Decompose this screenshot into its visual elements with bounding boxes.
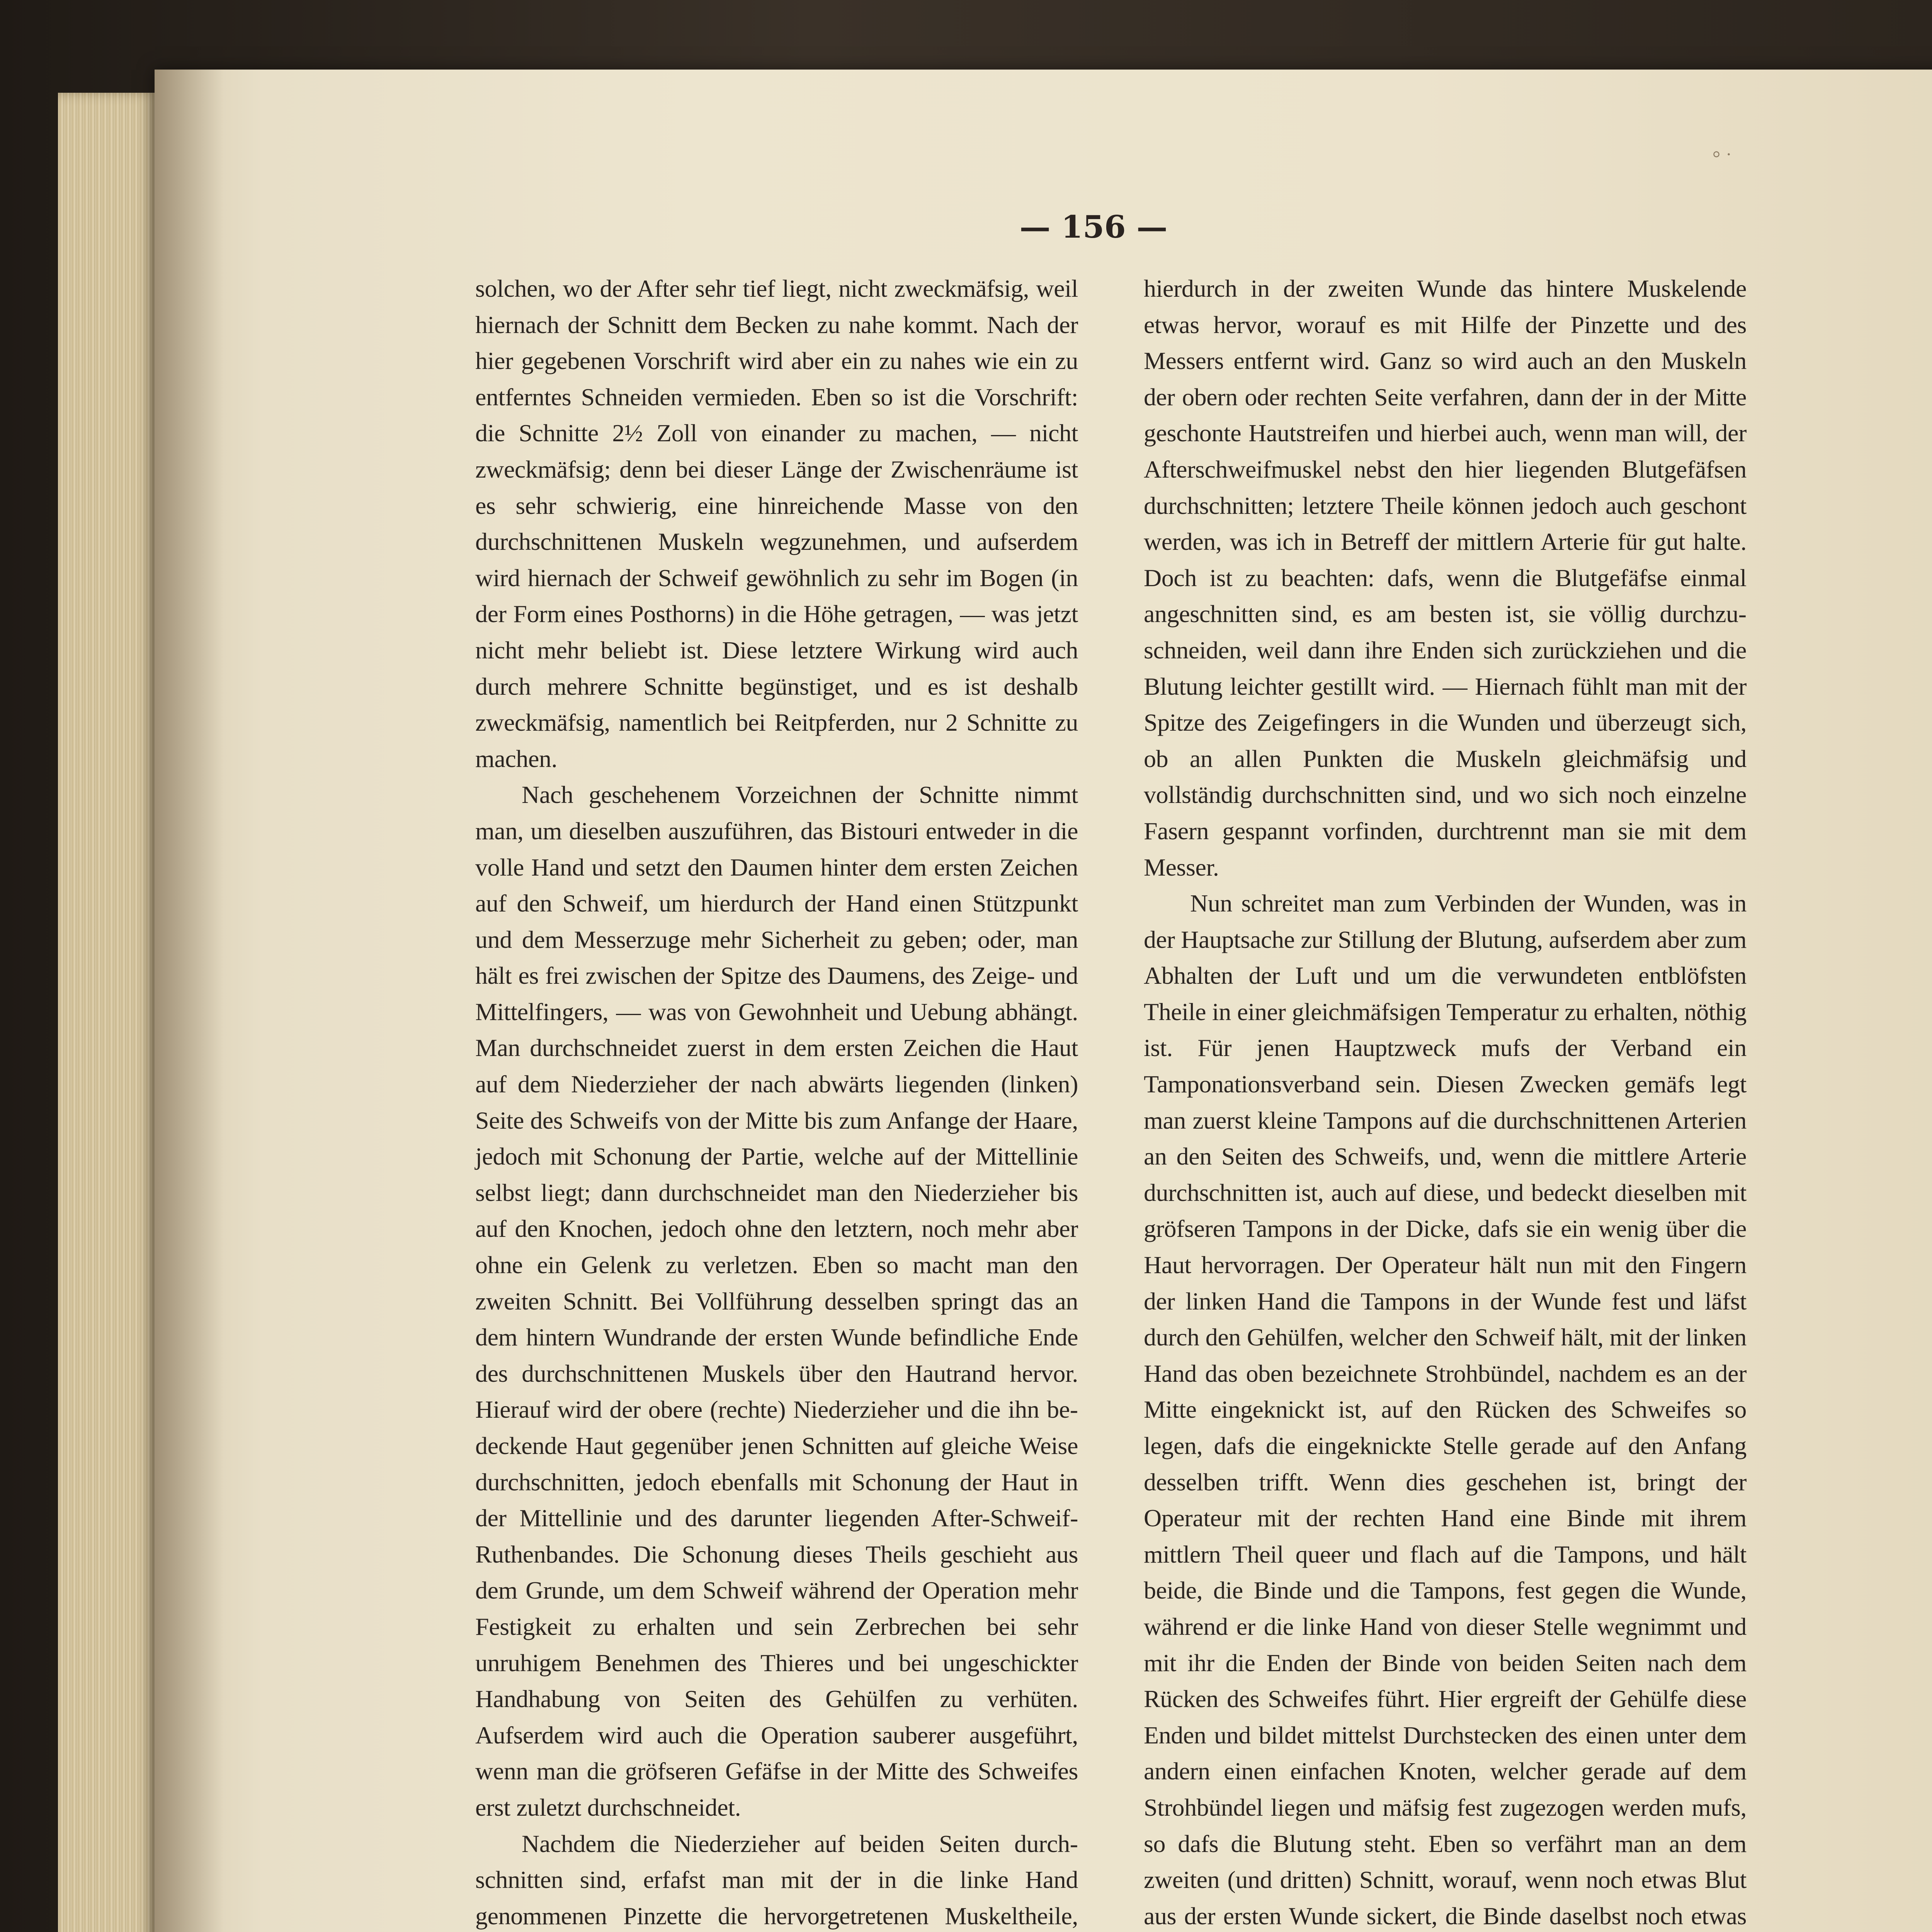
right-column xyxy=(1144,270,1747,1932)
corner-mark: ⸰ · xyxy=(1712,145,1731,164)
page-edges-left xyxy=(58,93,158,1932)
page-number: — 156 — xyxy=(1019,209,1168,245)
paragraph: hierdurch in der zweiten Wunde das hintere Muskelende etwas hervor, worauf es mit Hilfe der Pinzette und des Messers entfernt wird. Ganz so wird auch an den Muskeln der obern oder rechten Seite verfahren, dann der in der Mitte geschonte Hautstreifen und hierbei auch, wenn man will, der Afterschweifmuskel nebst den hier liegenden Blutgefäfsen durchschnitten; letztere Theile können jedoch auch geschont werden, was ich in Betreff der mittlern Arterie für gut halte. Doch ist zu beachten: dafs, wenn die Blutgefäfse einmal angeschnitten sind, es am besten ist, sie völlig durchzuschneiden, weil dann ihre Enden sich zurückziehen und die Blutung leichter gestillt wird. — Hiernach fühlt man mit der Spitze des Zeigefingers in die Wunden und überzeugt sich, ob an allen Punkten die Muskeln gleichmäfsig und vollständig durchschnitten sind, und wo sich noch einzelne Fasern gespannt vorfinden, durchtrennt man sie mit dem Messer. xyxy=(1144,275,1747,881)
left-column xyxy=(475,270,1078,1932)
paragraph: Nun schreitet man zum Verbinden der Wunden, was in der Hauptsache zur Stillung der Blutung, aufserdem aber zum Abhalten der Luft und um die verwundeten entblöfsten Theile in einer gleichmäfsigen Temperatur zu erhalten, nöthig ist. Für jenen Hauptzweck mufs der Verband ein Tamponationsverband sein. Diesen Zwecken gemäfs legt man zuerst kleine Tampons auf die durchschnittenen Arterien an den Seiten des Schweifs, und, wenn die mittlere Arterie durchschnitten ist, auch auf diese, und bedeckt dieselben mit gröfseren Tampons in der Dicke, dafs sie ein wenig über die Haut hervorragen. Der Operateur hält nun mit den Fingern der linken Hand die Tampons in der Wunde fest und läfst durch den Gehülfen, welcher den Schweif hält, mit der linken Hand das oben bezeichnete Strohbündel, nachdem es an der Mitte eingeknickt ist, auf den Rücken des Schweifes so legen, dafs die eingeknickte Stelle gerade auf den Anfang desselben trifft. Wenn dies geschehen ist, bringt der Operateur mit der rechten Hand eine Binde mit ihrem mittlern Theil queer und flach auf die Tampons, und hält beide, die Binde und die Tampons, fest gegen die Wunde, während er die linke Hand von dieser Stelle wegnimmt und mit ihr die Enden der Binde von beiden Seiten nach dem Rücken des Schweifes führt. Hier ergreift der Gehülfe diese Enden und bildet mittelst Durchstecken des einen unter dem andern einen einfachen Knoten, welcher gerade auf dem Strohbündel liegen und mäfsig fest zugezogen werden mufs, so dafs die Blutung steht. Eben so verfährt man an dem zweiten (und dritten) Schnitt, worauf, wenn noch etwas Blut aus der ersten Wunde sickert, die Binde daselbst noch etwas xyxy=(1144,889,1747,1930)
gutter-shadow xyxy=(155,70,224,1932)
paragraph: Nach geschehenem Vorzeichnen der Schnitte nimmt man, um dieselben auszuführen, das Bistouri entweder in die volle Hand und setzt den Daumen hinter dem ersten Zeichen auf den Schweif, um hierdurch der Hand einen Stützpunkt und dem Messerzuge mehr Sicherheit zu geben; oder, man hält es frei zwischen der Spitze des Daumens, des Zeige- und Mittelfingers, — was von Gewohnheit und Uebung abhängt. Man durchschneidet zuerst in dem ersten Zeichen die Haut auf dem Niederzieher der nach abwärts liegenden (linken) Seite des Schweifs von der Mitte bis zum Anfange der Haare, jedoch mit Schonung der Partie, welche auf der Mittellinie selbst liegt; dann durchschneidet man den Niederzieher bis auf den Knochen, jedoch ohne den letztern, noch mehr aber ohne ein Gelenk zu verletzen. Eben so macht man den zweiten Schnitt. Bei Vollführung desselben springt das an dem hintern Wundrande der ersten Wunde befindliche Ende des durchschnittenen Muskels über den Hautrand hervor. Hierauf wird der obere (rechte) Niederzieher und die ihn bedeckende Haut gegenüber jenen Schnitten auf gleiche Weise durchschnitten, jedoch ebenfalls mit Schonung der Haut in der Mittellinie und des darunter liegenden After-Schweif-Ruthenbandes. Die Schonung dieses Theils geschieht aus dem Grunde, um dem Schweif während der Operation mehr Festigkeit zu erhalten und sein Zerbrechen bei sehr unruhigem Benehmen des Thieres und bei ungeschickter Handhabung von Seiten des Gehülfen zu verhüten. Aufserdem wird auch die Operation sauberer ausgeführt, wenn man die gröfseren Gefäfse in der Mitte des Schweifes erst zuletzt durchschneidet. xyxy=(475,781,1078,1821)
paragraph: Nachdem die Niederzieher auf beiden Seiten durchschnitten sind, erfafst man mit der in die linke Hand genommenen Pinzette die hervorgetretenen Muskeltheile, xyxy=(475,1830,1078,1930)
paragraph: solchen, wo der After sehr tief liegt, nicht zweckmäfsig, weil hiernach der Schnitt dem Becken zu nahe kommt. Nach der hier gegebenen Vorschrift wird aber ein zu nahes wie ein zu entferntes Schneiden vermieden. Eben so ist die Vorschrift: die Schnitte 2½ Zoll von einander zu machen, — nicht zweckmäfsig; denn bei dieser Länge der Zwischenräume ist es sehr schwierig, eine hinreichende Masse von den durchschnittenen Muskeln wegzunehmen, und aufserdem wird hiernach der Schweif gewöhnlich zu sehr im Bogen (in der Form eines Posthorns) in die Höhe getragen, — was jetzt nicht mehr beliebt ist. Diese letztere Wirkung wird auch durch mehrere Schnitte begünstiget, und es ist deshalb zweckmäfsig, namentlich bei Reitpferden, nur 2 Schnitte zu machen. xyxy=(475,275,1078,772)
